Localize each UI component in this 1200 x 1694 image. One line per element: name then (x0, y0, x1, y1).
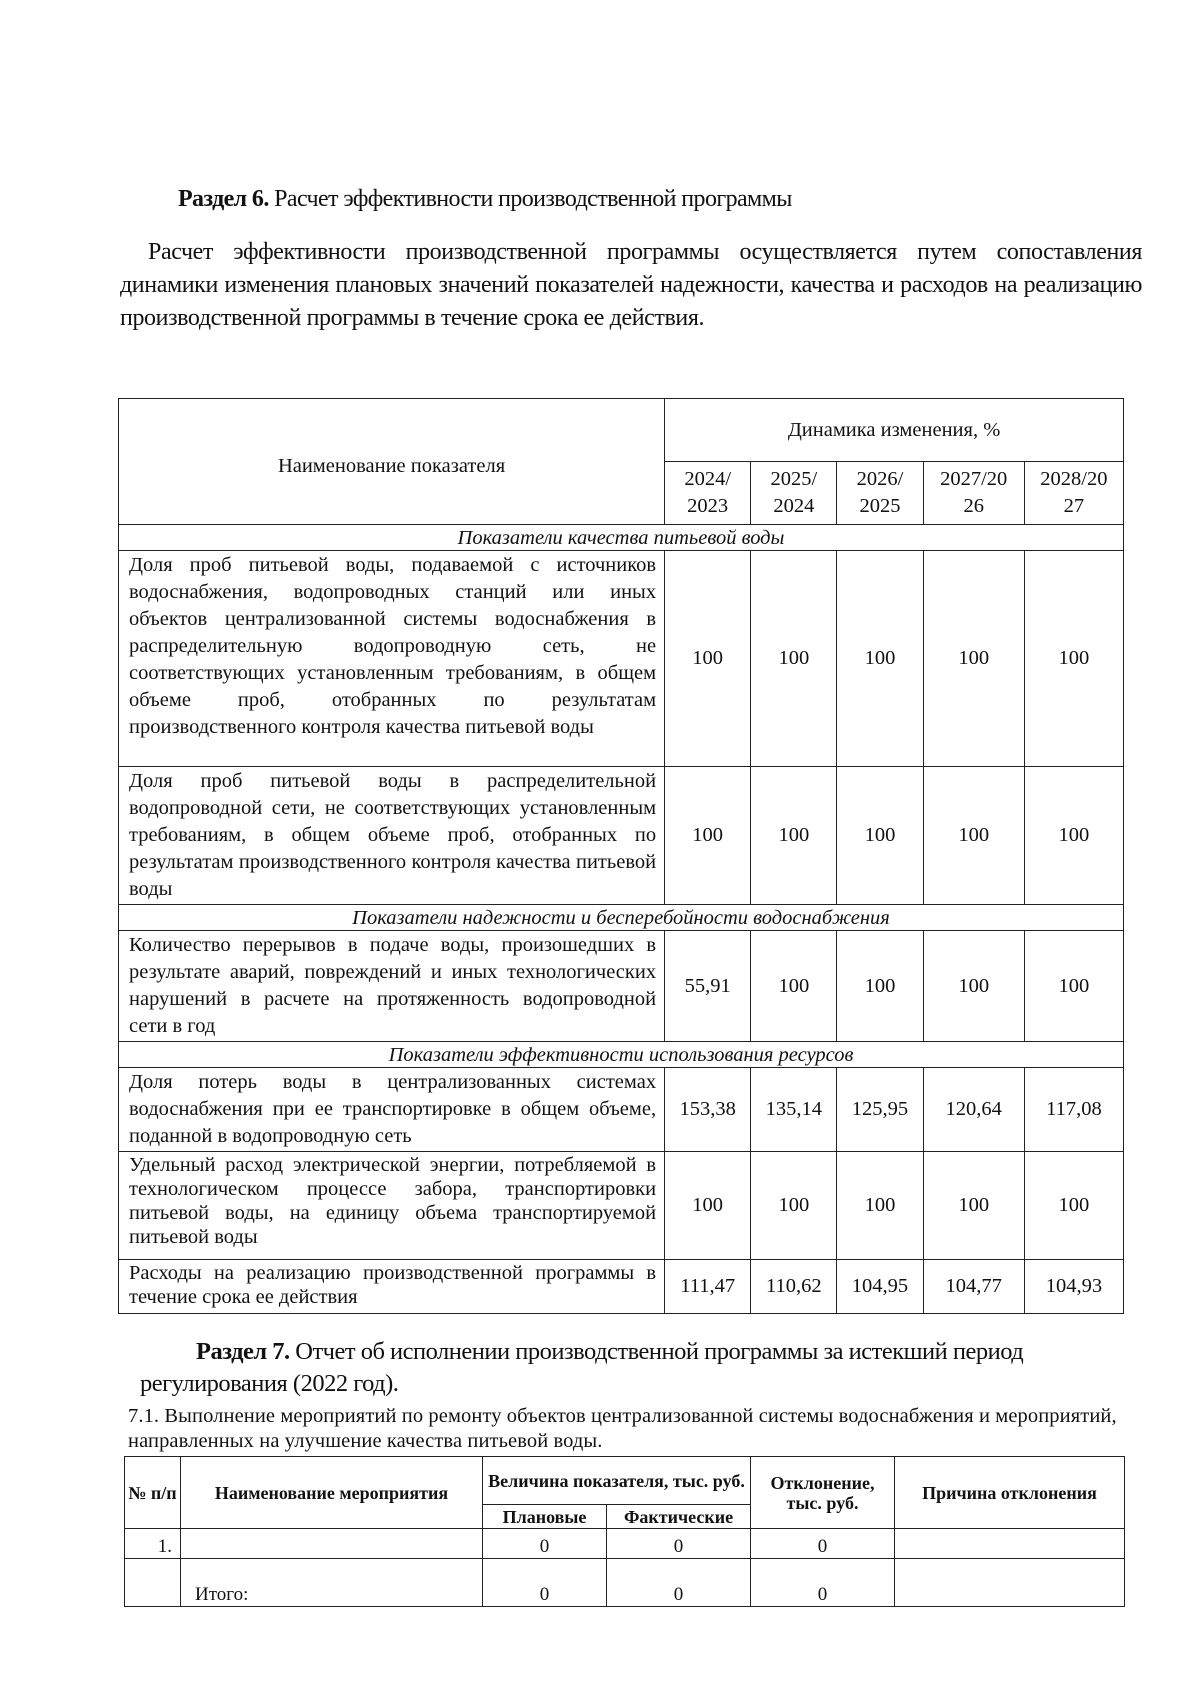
indicator-name: Удельный расход электрической энергии, потребляемой в технологическом процессе забора, транспортировки питьевой воды, на единицу объема транспортируемой питьевой воды (119, 1152, 665, 1260)
section7-heading (140, 1336, 1140, 1400)
deviation-total: 0 (751, 1559, 895, 1607)
table-cell: 153,38 (665, 1068, 751, 1152)
table-cell: 100 (837, 551, 923, 767)
header-row-number: № п/п (125, 1457, 181, 1529)
table-cell: 100 (751, 551, 837, 767)
table-cell: 100 (837, 931, 923, 1042)
table-row (119, 931, 1124, 1042)
header-indicator-name: Наименование показателя (119, 399, 665, 525)
section-row-efficiency: Показатели эффективности использования ресурсов (119, 1042, 1124, 1068)
row-number: 1. (125, 1529, 181, 1559)
actual-value: 0 (607, 1529, 751, 1559)
indicator-name: Доля проб питьевой воды, подаваемой с источников водоснабжения, водопроводных станций или иных объектов централизованной системы водоснабжения в распределительную водопроводную сеть, не соответствующих установленным требованиям, в общем объеме проб, отобранных по результатам производственного контроля качества питьевой воды (119, 551, 665, 767)
section6-heading-title: Расчет эффективности производственной программы (274, 186, 792, 212)
table-cell: 111,47 (665, 1260, 751, 1314)
table-cell: 100 (751, 1152, 837, 1260)
table-cell: 55,91 (665, 931, 751, 1042)
table-cell: 100 (751, 931, 837, 1042)
header-year: 2025/ 2024 (751, 462, 837, 525)
header-year: 2028/20 27 (1024, 462, 1123, 525)
section-row-reliability: Показатели надежности и бесперебойности водоснабжения (119, 905, 1124, 931)
table-cell: 100 (1024, 1152, 1123, 1260)
section7-heading-title: Отчет об исполнении производственной программы за истекший период регулирования (2022 год). (140, 1338, 1024, 1397)
table-row (119, 551, 1124, 767)
indicator-name: Доля проб питьевой воды в распределительной водопроводной сети, не соответствующих установленным требованиям, в общем объеме проб, отобранных по результатам производственного контроля качества питьевой воды (119, 767, 665, 905)
header-dynamics: Динамика изменения, % (665, 399, 1124, 462)
table-cell: 100 (837, 1152, 923, 1260)
header-year: 2024/ 2023 (665, 462, 751, 525)
table-row (119, 767, 1124, 905)
table-cell: 104,95 (837, 1260, 923, 1314)
table-row (125, 1529, 1125, 1559)
table-cell: 100 (923, 767, 1024, 905)
table-cell: 117,08 (1024, 1068, 1123, 1152)
indicator-name: Доля потерь воды в централизованных системах водоснабжения при ее транспортировке в общем объеме, поданной в водопроводную сеть (119, 1068, 665, 1152)
deviation-value: 0 (751, 1529, 895, 1559)
total-label: Итого: (181, 1559, 483, 1607)
table-cell: 100 (665, 767, 751, 905)
table-cell: 100 (1024, 931, 1123, 1042)
table-cell: 135,14 (751, 1068, 837, 1152)
header-year: 2027/20 26 (923, 462, 1024, 525)
indicator-name: Расходы на реализацию производственной программы в течение срока ее действия (119, 1260, 665, 1314)
actual-total: 0 (607, 1559, 751, 1607)
table-cell: 104,77 (923, 1260, 1024, 1314)
table-cell: 100 (1024, 551, 1123, 767)
table-cell: 125,95 (837, 1068, 923, 1152)
section6-paragraph: Расчет эффективности производственной программы осуществляется путем сопоставления динамики изменения плановых значений показателей надежности, качества и расходов на реализацию производственной программы в течение срока ее действия. (120, 239, 1142, 331)
table-row (119, 1152, 1124, 1260)
table-cell: 100 (665, 1152, 751, 1260)
header-actual: Фактические (607, 1505, 751, 1529)
table-cell: 120,64 (923, 1068, 1024, 1152)
table-cell: 100 (837, 767, 923, 905)
table-row (119, 1068, 1124, 1152)
planned-total: 0 (483, 1559, 607, 1607)
planned-value: 0 (483, 1529, 607, 1559)
section6-heading-number: Раздел 6. (178, 186, 269, 212)
table-cell: 100 (751, 767, 837, 905)
section7-heading-number: Раздел 7. (196, 1338, 290, 1365)
report-table (124, 1456, 1125, 1607)
deviation-reason (895, 1529, 1125, 1559)
efficiency-table (118, 398, 1124, 1314)
table-cell: 100 (1024, 767, 1123, 905)
row-number (125, 1559, 181, 1607)
header-deviation: Отклонение, тыс. руб. (751, 1457, 895, 1529)
table-cell: 100 (665, 551, 751, 767)
header-planned: Плановые (483, 1505, 607, 1529)
indicator-name: Количество перерывов в подаче воды, произошедших в результате аварий, повреждений и иных технологических нарушений в расчете на протяженность водопроводной сети в год (119, 931, 665, 1042)
header-reason: Причина отклонения (895, 1457, 1125, 1529)
table-row-total (125, 1559, 1125, 1607)
table-cell: 100 (923, 551, 1024, 767)
section6-heading (178, 186, 792, 213)
header-year: 2026/ 2025 (837, 462, 923, 525)
header-activity-name: Наименование мероприятия (181, 1457, 483, 1529)
section-row-quality: Показатели качества питьевой воды (119, 525, 1124, 551)
table-cell: 110,62 (751, 1260, 837, 1314)
table-cell: 100 (923, 1152, 1024, 1260)
table-cell: 100 (923, 931, 1024, 1042)
table-cell: 104,93 (1024, 1260, 1123, 1314)
header-value: Величина показателя, тыс. руб. (483, 1457, 751, 1505)
table-row (119, 1260, 1124, 1314)
activity-name (181, 1529, 483, 1559)
deviation-reason (895, 1559, 1125, 1607)
section7-subheading: 7.1. Выполнение мероприятий по ремонту объектов централизованной системы водоснабжения и мероприятий, направленных на улучшение качества питьевой воды. (128, 1405, 1117, 1452)
